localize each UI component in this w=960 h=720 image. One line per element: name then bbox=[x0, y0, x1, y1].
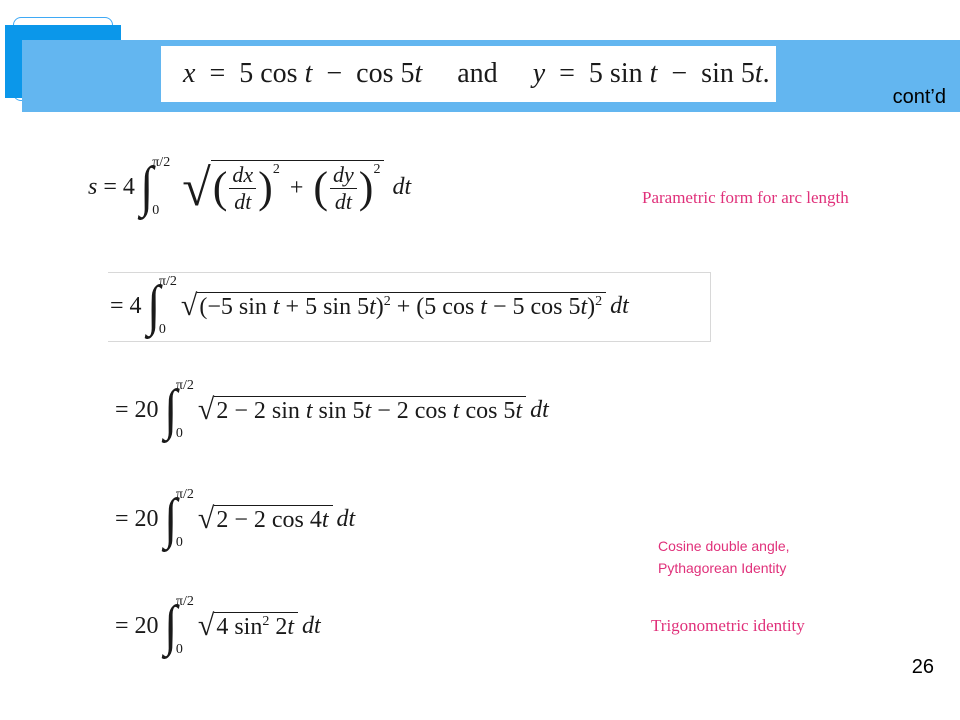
equation-step-4: = 20 ∫ π/2 0 √ 2 − 2 cos 4t dt bbox=[115, 487, 356, 550]
note-parametric-arc-length: Parametric form for arc length bbox=[642, 188, 849, 207]
equation-step-1: s = 4 ∫ π/2 0 √ ( $\frac{dx}{dt}$ ) $^2$ + ( $\frac{dy}{dt}$ ) $^2$ dt bbox=[88, 155, 412, 218]
note-trigonometric-identity: Trigonometric identity bbox=[651, 616, 805, 635]
integral-sign: ∫ π/2 0 bbox=[163, 378, 194, 441]
page-number: 26 bbox=[911, 656, 934, 678]
equation-step-2: = 4 ∫ π/2 0 √ (−5 sin t + 5 sin 5t)$^2$ + (5 cos t − 5 cos 5t)$^2$ dt bbox=[110, 274, 629, 337]
equation-step-3: = 20 ∫ π/2 0 √ 2 − 2 sin t sin 5t − 2 cos t cos 5t dt bbox=[115, 378, 549, 441]
note-cosine-double-angle: Cosine double angle, Pythagorean Identity bbox=[658, 538, 790, 576]
equation-step-5: = 20 ∫ π/2 0 √ 4 $\sin^2 2t$ dt bbox=[115, 594, 321, 657]
header-equation: x = 5 cos t − cos 5t and y = 5 sin t − sin 5t. bbox=[183, 58, 770, 89]
integral-sign: ∫ π/2 0 bbox=[163, 594, 194, 657]
contd-label: cont’d bbox=[892, 86, 946, 108]
integral-sign: ∫ π/2 0 bbox=[146, 274, 177, 337]
header-equation-box bbox=[161, 46, 776, 102]
integral-sign: ∫ π/2 0 bbox=[140, 155, 171, 218]
integral-sign: ∫ π/2 0 bbox=[163, 487, 194, 550]
